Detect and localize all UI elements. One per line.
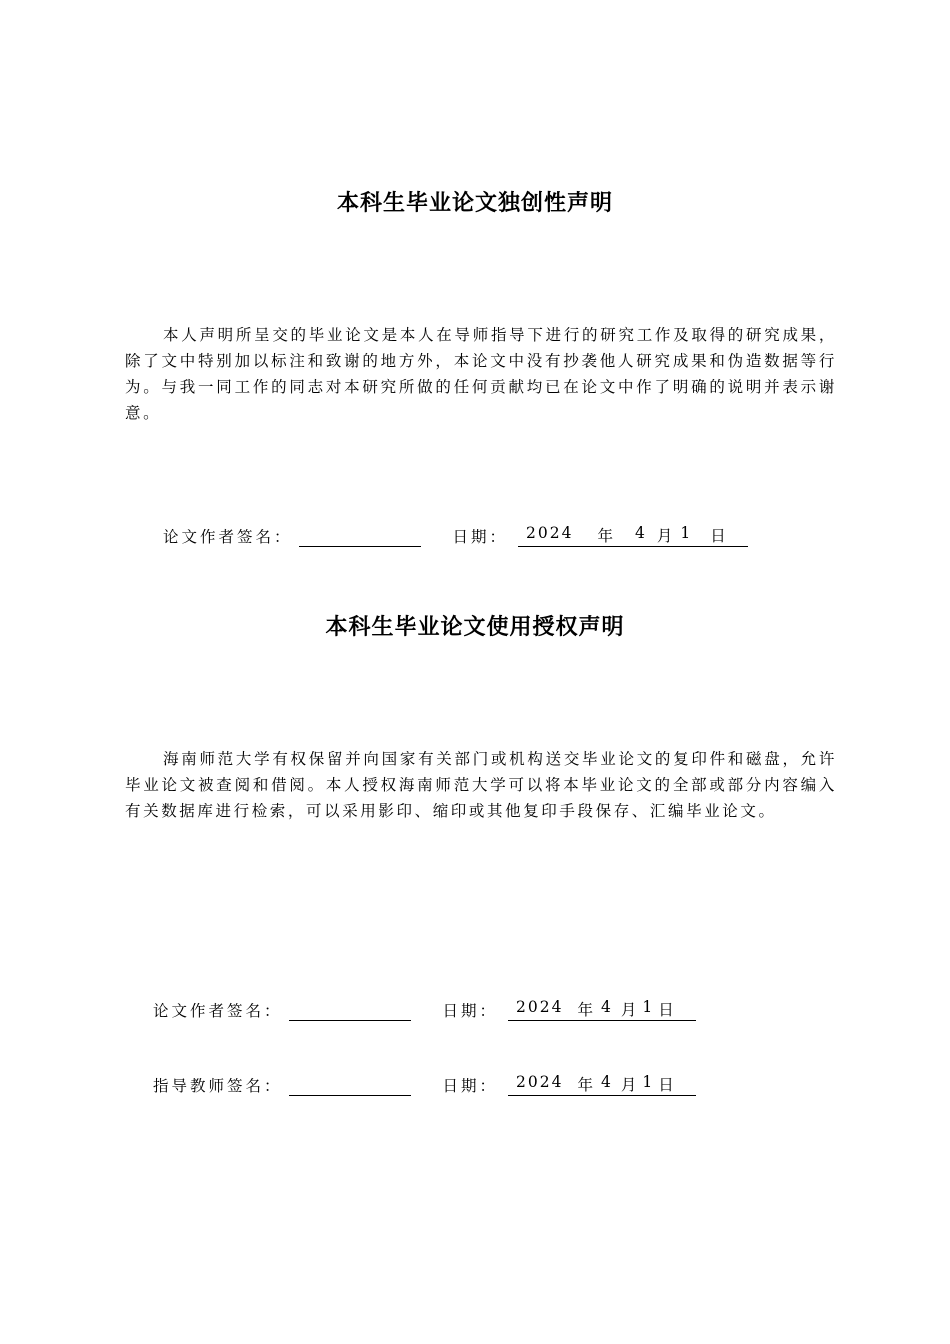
author-signature-label: 论文作者签名： [153,1002,283,1020]
authorization-advisor-row [153,1073,696,1096]
advisor-signature-label: 指导教师签名： [153,1077,283,1095]
originality-body: 本人声明所呈交的毕业论文是本人在导师指导下进行的研究工作及取得的研究成果，除了文中特别加以标注和致谢的地方外，本论文中没有抄袭他人研究成果和伪造数据等行为。与我一同工作的同志对本研究所做的任何贡献均已在论文中作了明确的说明并表示谢意。 [125,326,837,422]
date-year: 2024 [516,998,564,1016]
date-field[interactable] [508,998,696,1021]
date-year-unit: 年 [597,527,615,545]
date-year: 2024 [526,524,574,542]
date-label: 日期： [442,1077,499,1095]
date-year-unit: 年 [577,1076,595,1094]
date-field[interactable] [518,524,748,547]
date-day: 1 [680,524,693,542]
author-signature-field[interactable] [289,1004,411,1021]
date-month: 4 [635,524,647,542]
author-signature-label: 论文作者签名： [163,528,293,546]
date-month-unit: 月 [620,1001,639,1019]
date-year-unit: 年 [577,1001,595,1019]
date-year: 2024 [516,1073,564,1091]
date-day-unit: 日 [710,527,728,545]
originality-signature-row [163,524,748,547]
date-day: 1 [642,1073,655,1091]
date-month: 4 [601,1073,613,1091]
date-label: 日期： [442,1002,499,1020]
authorization-author-row [153,998,696,1021]
date-month: 4 [601,998,613,1016]
date-label: 日期： [452,528,509,546]
date-month-unit: 月 [656,527,675,545]
date-day: 1 [642,998,655,1016]
date-field[interactable] [508,1073,696,1096]
author-signature-field[interactable] [299,530,421,547]
date-day-unit: 日 [658,1001,676,1019]
date-month-unit: 月 [620,1076,639,1094]
date-day-unit: 日 [658,1076,676,1094]
advisor-signature-field[interactable] [289,1079,411,1096]
originality-title: 本科生毕业论文独创性声明 [336,191,613,216]
authorization-title: 本科生毕业论文使用授权声明 [325,615,625,640]
authorization-body: 海南师范大学有权保留并向国家有关部门或机构送交毕业论文的复印件和磁盘，允许毕业论文被查阅和借阅。本人授权海南师范大学可以将本毕业论文的全部或部分内容编入有关数据库进行检索，可以采用影印、缩印或其他复印手段保存、汇编毕业论文。 [125,750,837,820]
